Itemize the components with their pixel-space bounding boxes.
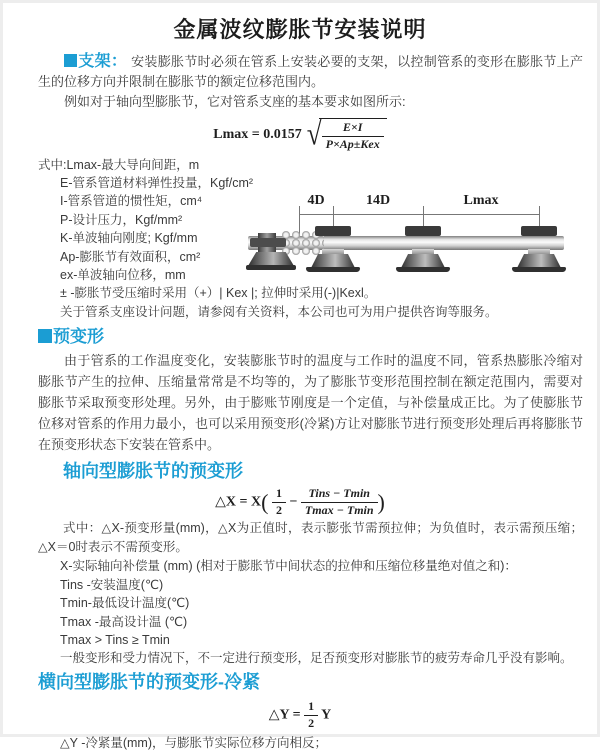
definition-item: I-管系管道的惯性矩，cm⁴ — [60, 194, 203, 209]
axial-formula — [3, 487, 597, 518]
definition-item: K-单波轴向刚度; Kgf/mm — [60, 231, 198, 246]
axial-definition-line: Tins -安装温度(℃) — [60, 577, 164, 592]
close-paren: ) — [377, 489, 385, 515]
predeform-heading-text: 预变形 — [53, 326, 104, 346]
one-half-fraction: $\frac{1}{2}$ — [272, 487, 286, 518]
definition-item: E-管系管道材料弹性投量，Kgf/cm² — [60, 176, 254, 190]
minus-sign: − — [289, 494, 298, 510]
axial-definition-line: X-实际轴向补偿量 (mm) (相对于膨胀节中间状态的拉伸和压缩位移量绝对值之和)： — [60, 559, 517, 574]
support-foot — [512, 267, 566, 272]
support-base — [311, 254, 355, 268]
one-half-fraction: $\frac{1}{2}$ — [304, 700, 318, 731]
lmax-formula — [3, 118, 597, 152]
lateral-formula-lhs: △Y = — [268, 707, 301, 723]
support-example-line: 例如对于轴向型膨胀节，它对管系支座的基本要求如图所示: — [64, 94, 406, 109]
open-paren: ( — [261, 489, 269, 515]
support-cap — [521, 226, 557, 236]
axial-section-heading: 轴向型膨胀节的预变形 — [63, 460, 243, 481]
support-intro-paragraph — [38, 52, 583, 92]
axial-definition-line: Tmin-最低设计温度(℃) — [60, 596, 190, 611]
guide-support — [391, 226, 455, 274]
page-title: 金属波纹膨胀节安装说明 — [173, 17, 427, 42]
section-square-icon — [64, 54, 77, 67]
support-base — [517, 254, 561, 268]
radical-content — [319, 118, 387, 152]
predeform-body-paragraph: 由于管系的工作温度变化，安装膨胀节时的温度与工作时的温度不同，管系热膨胀冷缩对膨胀节产生的拉伸、压缩量常常是不均等的，为了膨胀节变形范围控制在额定范围内，需要对膨胀节采取预变形处理。另外，由于膨账节刚度是一个定值，与补偿量成正比。为了使膨胀节位移对管系的作用力最小，也可以采用预变形(冷紧)方让对膨胀节进行预变形处理后再将膨胀节在预变形状态下安装在管系中。 — [38, 352, 583, 452]
support-note: 关于管系支座设计问题，请参阅有关资料，本公司也可为用户提供咨询等服务。 — [60, 304, 498, 319]
definition-item: Ap-膨胀节有效面积，cm² — [60, 249, 201, 264]
anchor-foot — [246, 265, 296, 270]
guide-support — [507, 226, 571, 274]
support-section-heading: 支架： — [78, 53, 128, 70]
lmax-formula-denominator: P×Ap±Kex — [325, 136, 380, 151]
support-intro-text: 安装膨胀节时必须在管系上安装必要的支架，以控制管系的变形在膨胀节上产生的位移方向并限制在膨胀节的额定位移范围内。 — [38, 54, 583, 89]
definition-item: ± -膨胀节受压缩时采用（+）| Kex |; 拉伸时采用(-)|Kexl。 — [60, 286, 377, 301]
lateral-section-heading: 横向型膨胀节的预变形-冷紧 — [38, 671, 260, 692]
support-cap — [405, 226, 441, 236]
lateral-formula-rhs: Y — [321, 707, 332, 723]
radical-sign: √ — [306, 116, 322, 153]
dim-label-4d: 4D — [307, 193, 325, 208]
support-base — [401, 254, 445, 268]
support-cap — [315, 226, 351, 236]
lateral-formula — [3, 700, 597, 731]
axial-definition-line: Tmax -最高设计温 (℃) — [60, 614, 188, 629]
temperature-fraction: $\frac{\text{Tins − Tmin}}{Tmax - Tmin}$ — [301, 487, 378, 518]
support-foot — [396, 267, 450, 272]
definition-item: ex-单波轴向位移，mm — [60, 268, 186, 283]
axial-definition-line: Tmax > Tins ≥ Tmin — [60, 633, 170, 648]
support-foot — [306, 267, 360, 272]
lateral-note: △Y -冷紧量(mm)，与膨胀节实际位移方向相反； — [60, 736, 328, 751]
section-square-icon — [38, 329, 52, 343]
guide-support — [301, 226, 365, 274]
lmax-formula-lhs: Lmax = 0.0157 — [213, 127, 302, 143]
dim-label-lmax: Lmax — [463, 193, 499, 208]
dim-label-14d: 14D — [365, 193, 391, 208]
axial-definition-line: 一般变形和受力情况下，不一定进行预变形，足否预变形对膨胀节的疲劳寿命几乎没有影响。 — [60, 651, 573, 666]
axial-explain-paragraph: 式中：△X-预变形量(mm)，△X为正值时，表示膨张节需预拉伸；为负值时，表示需预压缩；△X＝0时表示不需预变形。 — [38, 521, 583, 555]
definition-item: 式中:Lmax-最大导向间距，m — [38, 157, 200, 172]
lmax-formula-numerator: E×I — [322, 121, 384, 137]
dimension-line — [299, 214, 539, 215]
anchor-clamp — [250, 238, 286, 247]
predeform-section-heading — [38, 326, 597, 348]
definition-item: P-设计压力，Kgf/mm² — [60, 212, 183, 227]
axial-formula-lhs: △X = X — [215, 494, 262, 510]
pipe-support-diagram — [246, 193, 600, 289]
